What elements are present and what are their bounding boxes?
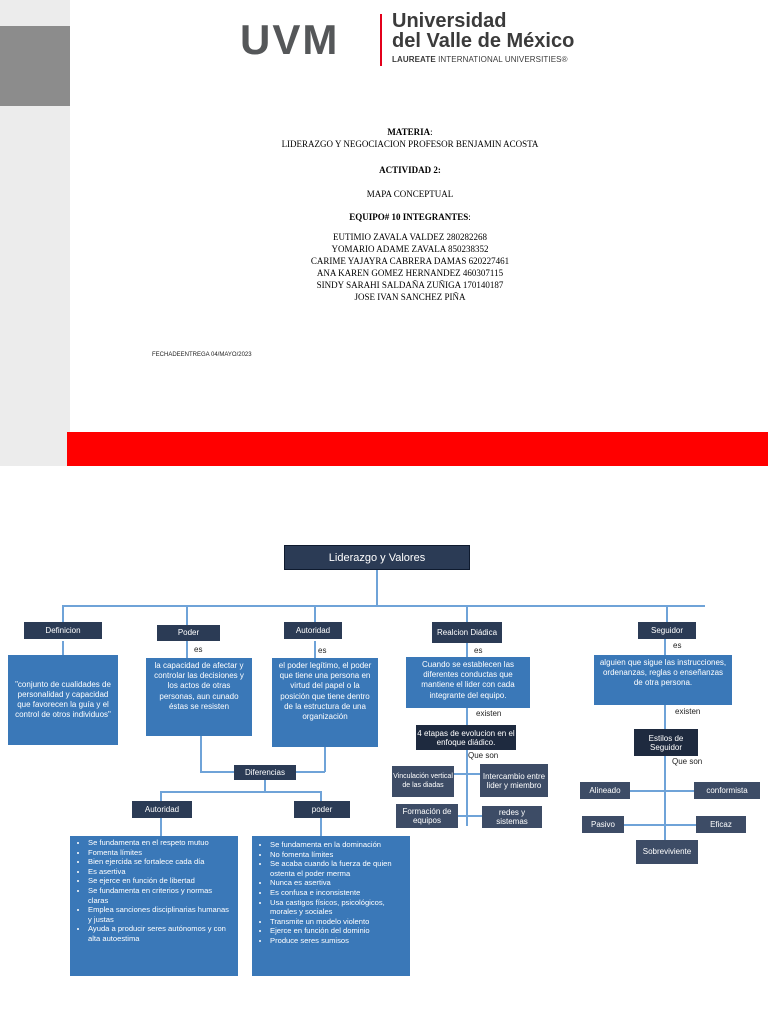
relacion-text: Cuando se establecen las diferentes conductas que mantiene el lider con cada integrante del equipo.	[406, 657, 530, 708]
line-diferencias-split	[160, 791, 322, 793]
poder-text: la capacidad de afectar y controlar las decisiones y los actos de otras personas, aun cunado éstas se resisten	[146, 658, 252, 736]
page-gray-tab	[0, 26, 70, 106]
poder-characteristic-item: • Nunca es asertiva	[270, 878, 406, 888]
etapa-formacion-equipos: Formación de equipos	[396, 804, 458, 828]
node-poder: Poder	[157, 625, 220, 641]
line-seguidor-text	[664, 639, 666, 655]
etapa-redes-sistemas: redes y sistemas	[482, 806, 542, 828]
relacion-connector3: Que son	[468, 751, 499, 760]
line-relacion-etapas	[466, 708, 468, 725]
line-poder-list	[320, 818, 322, 836]
red-footer-bar	[67, 432, 768, 466]
equipo-heading: EQUIPO# 10 INTEGRANTES:	[349, 212, 471, 222]
seguidor-connector3: Que son	[672, 757, 703, 766]
seguidor-connector2: existen	[675, 707, 701, 716]
node-definicion: Definicion	[24, 622, 102, 639]
autoridad-characteristic-item: • Se fundamenta en el respeto mutuo	[88, 838, 234, 848]
integrante-3: CARIME YAJAYRA CABRERA DAMAS 620227461	[310, 256, 510, 266]
integrante-4: ANA KAREN GOMEZ HERNANDEZ 460307115	[316, 268, 504, 278]
autoridad-characteristic-item: • Es asertiva	[88, 867, 234, 877]
logo-tagline-bold: LAUREATE	[392, 55, 436, 64]
line-title-down	[376, 570, 378, 606]
poder-characteristic-item: • Produce seres sumisos	[270, 936, 406, 946]
poder-characteristic-item: • Ejerce en función del dominio	[270, 926, 406, 936]
line-estilos-items	[664, 756, 666, 840]
poder-characteristic-item: • Usa castigos físicos, psicológicos, morales y sociales	[270, 898, 406, 917]
integrante-2: YOMARIO ADAME ZAVALA 850238352	[331, 244, 489, 254]
logo-divider	[380, 14, 382, 66]
line-to-poder-sub	[320, 791, 322, 801]
line-seguidor-estilos	[664, 705, 666, 729]
poder-characteristic-item: • Es confusa e inconsistente	[270, 888, 406, 898]
autoridad-characteristic-item: • Ayuda a producir seres autónomos y con alta autoestima	[88, 924, 234, 943]
autoridad-connector: es	[318, 646, 327, 655]
materia-value: LIDERAZGO Y NEGOCIACION PROFESOR BENJAMIN ACOSTA	[281, 139, 539, 149]
poder-characteristic-item: • Se acaba cuando la fuerza de quien ostenta el poder merma	[270, 859, 406, 878]
autoridad-characteristic-item: • Bien ejercida se fortalece cada día	[88, 857, 234, 867]
actividad-heading: ACTIVIDAD 2:	[379, 165, 441, 175]
node-diferencias-autoridad: Autoridad	[132, 801, 192, 818]
estilo-pasivo: Pasivo	[582, 816, 624, 833]
relacion-connector: es	[474, 646, 483, 655]
integrante-1: EUTIMIO ZAVALA VALDEZ 280282268	[332, 232, 488, 242]
line-etapas-row1	[452, 773, 480, 775]
etapa-vinculacion: Vinculación vertical de las diadas	[392, 766, 454, 797]
fecha-entrega: FECHADEENTREGA 04/MAYO/2023	[152, 352, 252, 358]
line-to-poder	[186, 605, 188, 625]
line-to-seguidor	[666, 605, 668, 622]
estilo-alineado: Alineado	[580, 782, 630, 799]
relacion-connector2: existen	[476, 709, 502, 718]
logo-tagline-rest: INTERNATIONAL UNIVERSITIES®	[435, 55, 568, 64]
definicion-text: "conjunto de cualidades de personalidad y capacidad que favorecen la guía y el control de otros individuos"	[8, 655, 118, 745]
node-diferencias: Diferencias	[234, 765, 296, 780]
node-autoridad: Autoridad	[284, 622, 342, 639]
etapas-box: 4 etapas de evolucion en el enfoque diádico.	[416, 725, 516, 750]
node-diferencias-poder: poder	[294, 801, 350, 818]
poder-characteristic-item: • No fomenta límites	[270, 850, 406, 860]
autoridad-text: el poder legítimo, el poder que tiene una persona en virtud del papel o la posición que tiene dentro de la estructura de una organización	[272, 658, 378, 747]
poder-characteristic-item: • Se fundamenta en la dominación	[270, 840, 406, 850]
line-poder-text	[186, 641, 188, 658]
logo-tagline	[392, 55, 568, 64]
line-autoridad-diferencias-h	[295, 771, 325, 773]
line-etapas-row2	[458, 815, 482, 817]
map-title: Liderazgo y Valores	[284, 545, 470, 570]
integrante-6: JOSE IVAN SANCHEZ PIÑA	[354, 292, 466, 302]
line-definicion-text	[62, 641, 64, 655]
line-autoridad-text	[314, 641, 316, 658]
line-poder-diferencias	[200, 736, 202, 772]
line-to-definicion	[62, 605, 64, 622]
tipo-trabajo: MAPA CONCEPTUAL	[366, 189, 454, 199]
line-main-horizontal	[62, 605, 705, 607]
line-poder-diferencias-h	[200, 771, 234, 773]
autoridad-characteristic-item: • Se ejerce en función de libertad	[88, 876, 234, 886]
estilo-sobreviviente: Sobreviviente	[636, 840, 698, 864]
line-autoridad-diferencias	[324, 747, 326, 772]
line-to-autoridad	[314, 605, 316, 622]
logo-university-name-line2: del Valle de México	[392, 30, 575, 52]
materia-heading: MATERIA:	[387, 127, 433, 137]
node-seguidor: Seguidor	[638, 622, 696, 639]
line-estilos-row1	[630, 790, 694, 792]
seguidor-connector: es	[673, 641, 682, 650]
autoridad-characteristic-item: • Fomenta límites	[88, 848, 234, 858]
line-relacion-text	[466, 643, 468, 657]
poder-characteristics-list	[252, 836, 410, 976]
line-estilos-row2	[624, 824, 696, 826]
poder-connector: es	[194, 645, 203, 654]
integrante-5: SINDY SARAHI SALDAÑA ZUÑIGA 170140187	[316, 280, 504, 290]
estilos-box: Estilos de Seguidor	[634, 729, 698, 756]
poder-characteristic-item: • Transmite un modelo violento	[270, 917, 406, 927]
autoridad-characteristics-list	[70, 836, 238, 976]
estilo-conformista: conformista	[694, 782, 760, 799]
estilo-eficaz: Eficaz	[696, 816, 746, 833]
line-autoridad-list	[160, 818, 162, 836]
uvm-logo-mark: UVM	[240, 16, 340, 63]
autoridad-characteristic-item: • Emplea sanciones disciplinarias humanas y justas	[88, 905, 234, 924]
line-to-relacion	[466, 605, 468, 622]
node-relacion-diadica: Realcion Diádica	[432, 622, 502, 643]
logo-university-name-line1: Universidad	[392, 10, 507, 32]
line-to-autoridad-sub	[160, 791, 162, 801]
seguidor-text: alguien que sigue las instrucciones, ordenanzas, reglas o enseñanzas de otra persona.	[594, 655, 732, 705]
etapa-intercambio: Intercambio entre lider y miembro	[480, 764, 548, 797]
autoridad-characteristic-item: • Se fundamenta en criterios y normas claras	[88, 886, 234, 905]
